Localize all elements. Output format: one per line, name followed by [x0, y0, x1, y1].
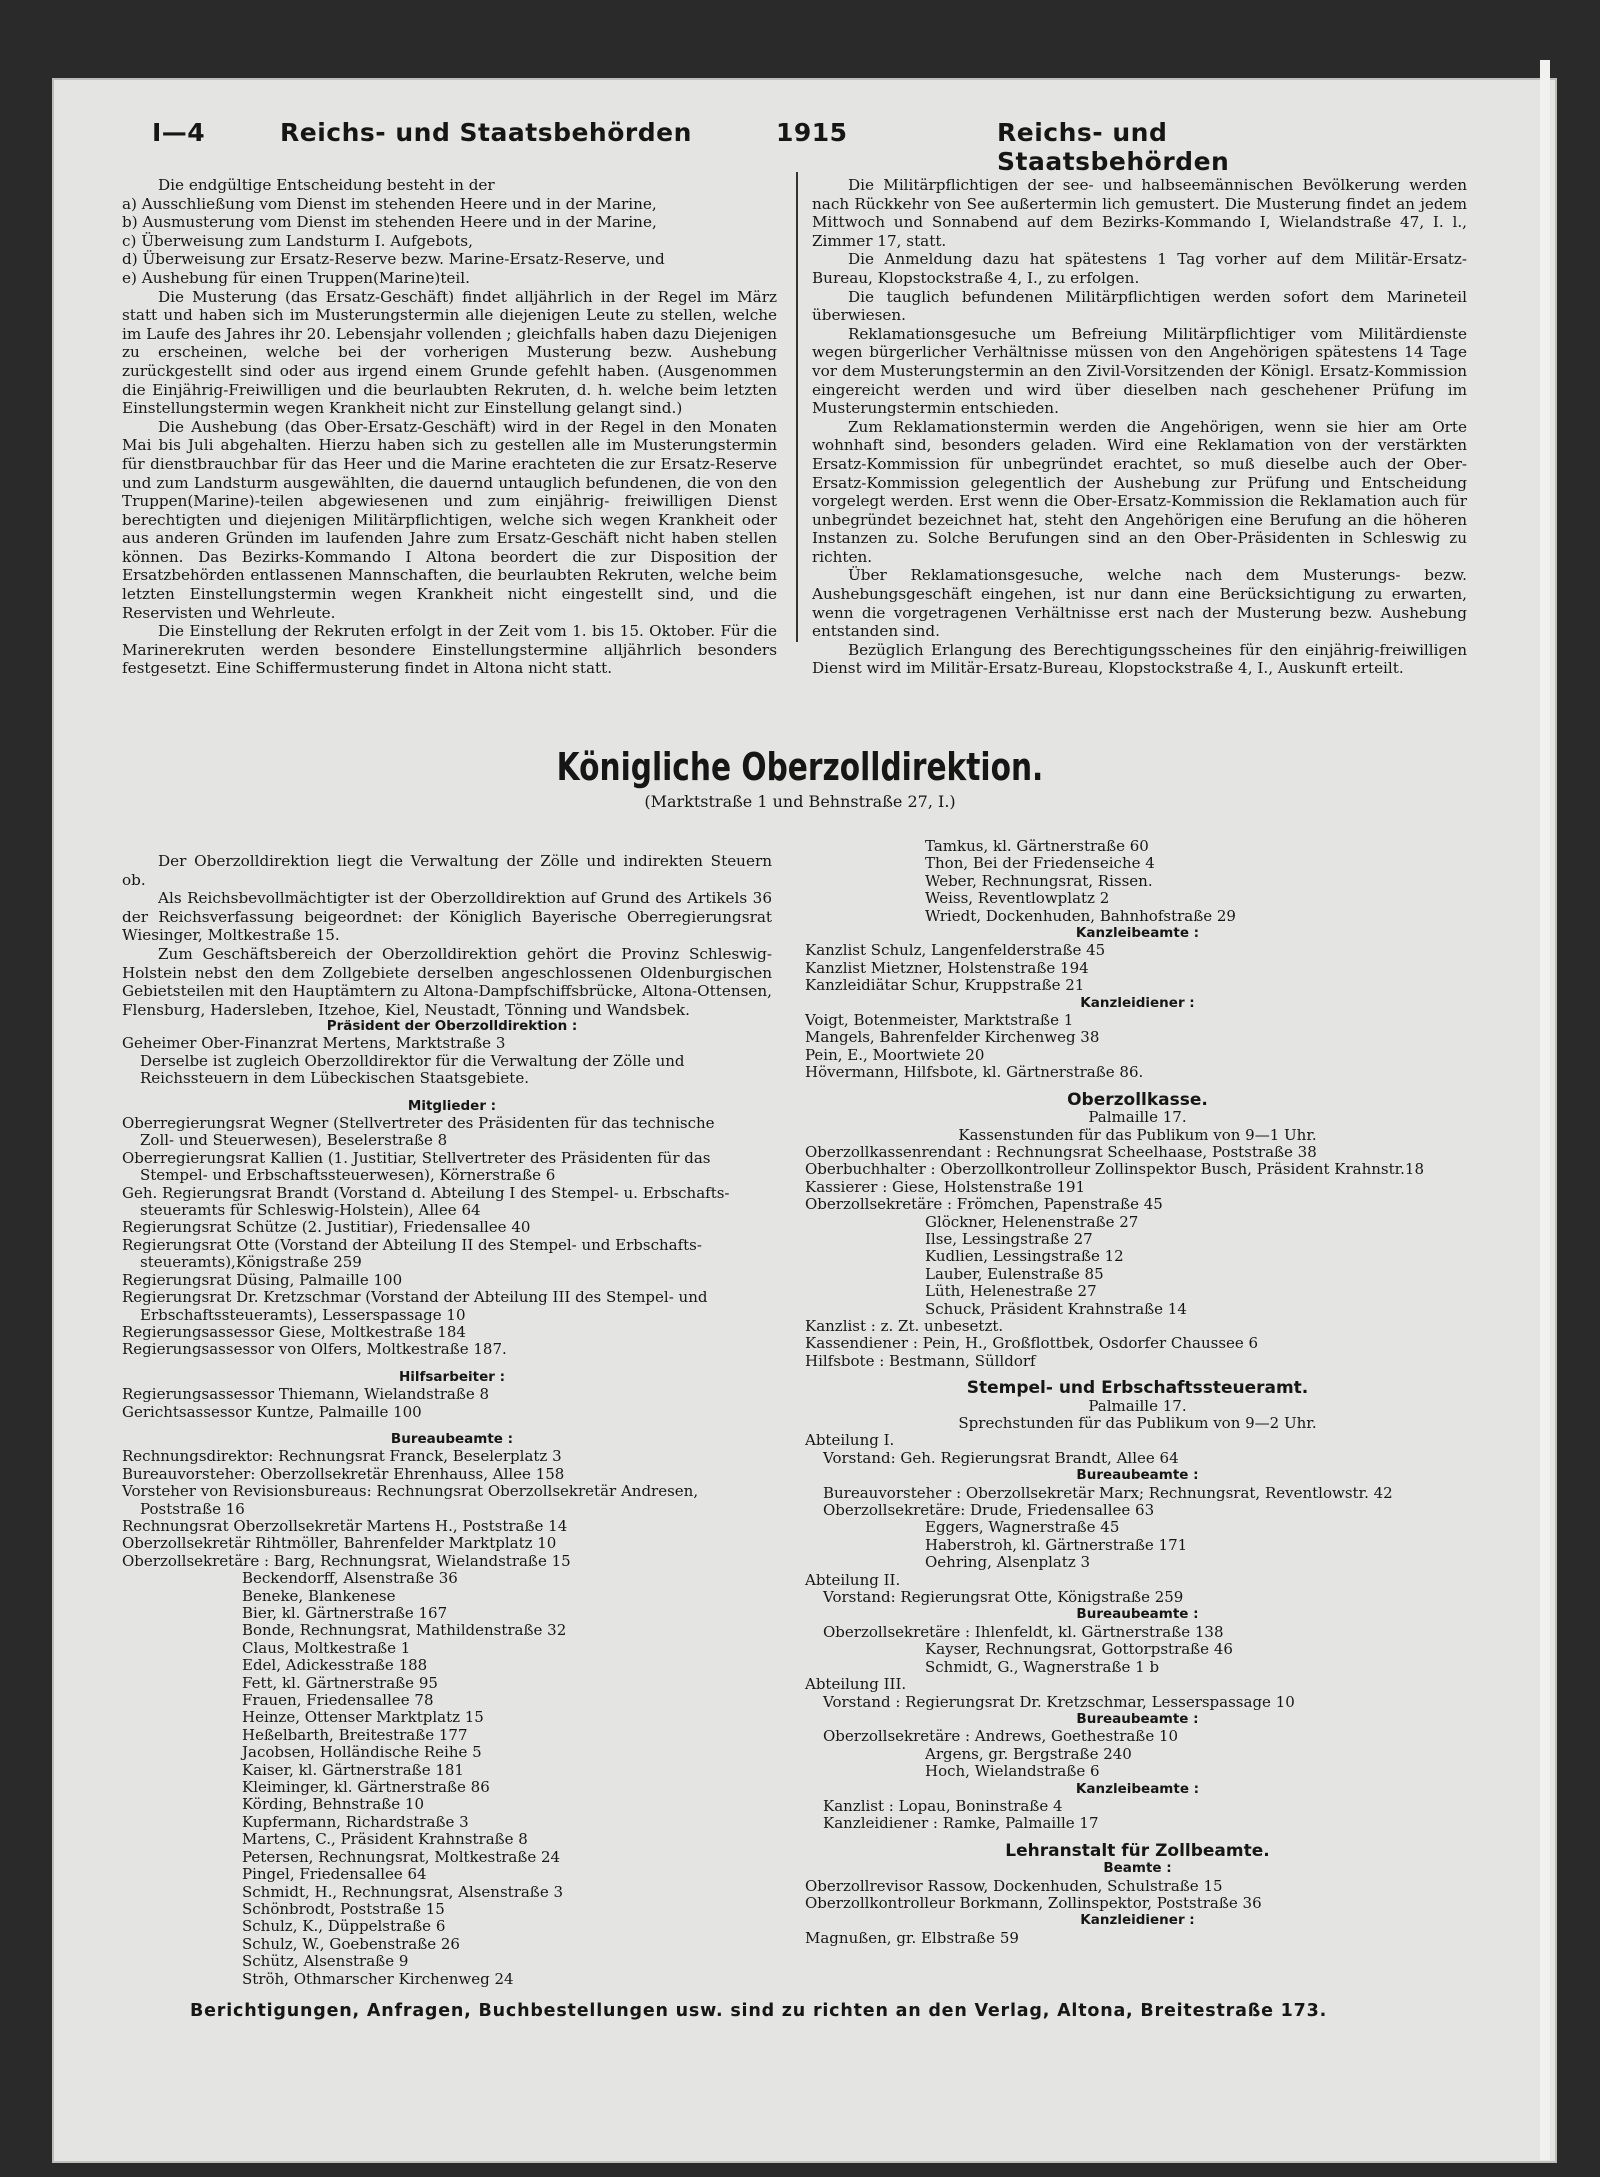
- list-item: Kudlien, Lessingstraße 12: [925, 1247, 1124, 1266]
- list-item: Geh. Regierungsrat Brandt (Vorstand d. Abteilung I des Stempel- u. Erbschafts-: [122, 1183, 730, 1202]
- paragraph: Reklamationsgesuche um Befreiung Militärpflichtiger vom Militärdienste wegen bürgerlicher Verhältnisse müssen von den Angehörigen spätestens 14 Tage vor dem Musterungstermin an den Zivil-Vorsitzenden der Königl. Ersatz-Kommission eingereicht werden und wird über dieselben nach geschehener Prüfung im Musterungstermin entschieden.: [812, 324, 1467, 418]
- list-item: Kanzleidiener : Ramke, Palmaille 17: [823, 1814, 1099, 1833]
- header-left-title: Reichs- und Staatsbehörden: [280, 118, 692, 147]
- list-item: Claus, Moltkestraße 1: [242, 1638, 411, 1657]
- list-item: Bureauvorsteher : Oberzollsekretär Marx; Rechnungsrat, Reventlowstr. 42: [823, 1483, 1393, 1502]
- list-heading: Oberzollkasse.: [1067, 1089, 1208, 1110]
- list-item: Kupfermann, Richardstraße 3: [242, 1812, 469, 1831]
- left-staff-list: [122, 1018, 782, 1988]
- list-item: Poststraße 16: [140, 1499, 245, 1518]
- list-item: Oberzollsekretäre : Frömchen, Papenstraße 45: [805, 1195, 1163, 1214]
- list-item: Edel, Adickesstraße 188: [242, 1656, 428, 1675]
- list-heading: Kanzleidiener :: [1080, 994, 1195, 1011]
- paragraph: c) Überweisung zum Landsturm I. Aufgebots,: [122, 231, 473, 250]
- list-item: Kanzlist Schulz, Langenfelderstraße 45: [805, 941, 1106, 960]
- list-item: Sprechstunden für das Publikum von 9—2 Uhr.: [958, 1414, 1317, 1432]
- paragraph: Zum Geschäftsbereich der Oberzolldirektion gehört die Provinz Schleswig-Holstein nebst den dem Zollgebiete derselben angeschlossenen Oldenburgischen Gebietsteilen mit den Hauptämtern zu Altona-Dampfschiffsbrücke, Altona-Ottensen, Flensburg, Hadersleben, Itzehoe, Kiel, Neustadt, Tönning und Wandsbek.: [122, 944, 772, 1019]
- list-item: Heßelbarth, Breitestraße 177: [242, 1725, 468, 1744]
- list-item: Oberregierungsrat Wegner (Stellvertreter des Präsidenten für das technische: [122, 1114, 715, 1133]
- list-heading: Bureaubeamte :: [1076, 1606, 1199, 1623]
- paragraph: Die Aushebung (das Ober-Ersatz-Geschäft) wird in der Regel in den Monaten Mai bis Juli abgehalten. Hierzu haben sich zu gestellen alle im Musterungstermin für dienstbrauchbar für das Heer und die Marine erachteten die zur Ersatz-Reserve und zum Landsturm ausgewählten, die dauernd untauglich befundenen, die von den Truppen(Marine)-teilen abgewiesenen und zum einjährig- freiwilligen Dienst berechtigten und diejenigen Militärpflichtigen, welche sich wegen Krankheit oder aus anderen Gründen im laufenden Jahre zum Ersatz-Geschäft nicht haben stellen können. Das Bezirks-Kommando I Altona beordert die zur Disposition der Ersatzbehörden entlassenen Mannschaften, die beurlaubten Rekruten, welche beim letzten Einstellungstermin wegen Krankheit nicht eingestellt sind, und die Reservisten und Wehrleute.: [122, 417, 777, 622]
- paragraph: Die Einstellung der Rekruten erfolgt in der Zeit vom 1. bis 15. Oktober. Für die Marinerekruten werden besondere Einstellungstermine alljährlich besonders festgesetzt. Eine Schiffermusterung findet in Altona nicht statt.: [122, 622, 777, 678]
- list-item: Mangels, Bahrenfelder Kirchenweg 38: [805, 1028, 1100, 1047]
- list-item: Frauen, Friedensallee 78: [242, 1691, 434, 1710]
- list-item: Schulz, W., Goebenstraße 26: [242, 1934, 460, 1953]
- list-item: Palmaille 17.: [1088, 1108, 1187, 1127]
- list-heading: Stempel- und Erbschaftssteueramt.: [966, 1378, 1309, 1399]
- section-address: (Marktstraße 1 und Behnstraße 27, I.): [644, 792, 956, 811]
- list-item: Schmidt, G., Wagnerstraße 1 b: [925, 1657, 1160, 1676]
- list-item: Regierungsassessor Giese, Moltkestraße 184: [122, 1322, 466, 1341]
- list-item: Hilfsbote : Bestmann, Sülldorf: [805, 1351, 1036, 1370]
- publisher-footer: Berichtigungen, Anfragen, Buchbestellungen usw. sind zu richten an den Verlag, Altona, Breitestraße 173.: [190, 2001, 1328, 2021]
- list-item: Heinze, Ottenser Marktplatz 15: [242, 1708, 484, 1727]
- list-item: Rechnungsrat Oberzollsekretär Martens H., Poststraße 14: [122, 1516, 568, 1535]
- list-item: Bier, kl. Gärtnerstraße 167: [242, 1604, 448, 1622]
- list-item: Ströh, Othmarscher Kirchenweg 24: [242, 1969, 514, 1988]
- list-item: Kaiser, kl. Gärtnerstraße 181: [242, 1760, 464, 1779]
- list-item: Fett, kl. Gärtnerstraße 95: [242, 1673, 438, 1692]
- list-item: Abteilung II.: [805, 1570, 901, 1589]
- paragraph: Die Militärpflichtigen der see- und halbseemännischen Bevölkerung werden nach Rückkehr von See außertermin lich gemustert. Die Musterung findet an jedem Mittwoch und Sonnabend auf dem Bezirks-Kommando I, Wielandstraße 47, I. l., Zimmer 17, statt.: [812, 176, 1467, 250]
- list-item: Lüth, Helenestraße 27: [925, 1282, 1097, 1301]
- list-item: Geheimer Ober-Finanzrat Mertens, Marktstraße 3: [122, 1034, 506, 1053]
- list-item: Oberzollsekretär Rihtmöller, Bahrenfelder Marktplatz 10: [122, 1534, 557, 1553]
- list-item: Regierungsrat Schütze (2. Justitiar), Friedensallee 40: [122, 1218, 531, 1237]
- paragraph: a) Ausschließung vom Dienst im stehenden Heere und in der Marine,: [122, 194, 657, 213]
- list-item: Regierungsrat Dr. Kretzschmar (Vorstand der Abteilung III des Stempel- und: [122, 1288, 708, 1307]
- list-item: Abteilung III.: [805, 1675, 907, 1694]
- right-staff-list: [805, 838, 1470, 1947]
- section-title: Königliche Oberzolldirektion.: [556, 745, 1044, 789]
- list-item: Oberzollsekretäre : Barg, Rechnungsrat, Wielandstraße 15: [122, 1551, 571, 1570]
- list-item: Gerichtsassessor Kuntze, Palmaille 100: [122, 1402, 422, 1421]
- list-item: Regierungsrat Otte (Vorstand der Abteilung II des Stempel- und Erbschafts-: [122, 1235, 702, 1254]
- list-item: Oberbuchhalter : Oberzollkontrolleur Zollinspektor Busch, Präsident Krahnstr.18: [805, 1160, 1425, 1179]
- intro-text: [122, 852, 772, 1019]
- list-item: Reichssteuern in dem Lübeckischen Staatsgebiete.: [140, 1069, 529, 1088]
- paragraph: Der Oberzolldirektion liegt die Verwaltung der Zölle und indirekten Steuern ob.: [122, 852, 772, 889]
- paragraph: Über Reklamationsgesuche, welche nach dem Musterungs- bezw. Aushebungsgeschäft eingehen, ist nur dann eine Berücksichtigung zu erwarten, wenn die vorgetragenen Verhältnisse erst nach der Musterung bezw. Aushebung entstanden sind.: [812, 566, 1467, 641]
- list-item: [122, 1421, 782, 1431]
- list-heading: Kanzleibeamte :: [1075, 925, 1200, 942]
- list-item: Jacobsen, Holländische Reihe 5: [242, 1743, 482, 1762]
- list-item: Oberzollsekretäre : Andrews, Goethestraße 10: [823, 1727, 1179, 1746]
- page-number: I—4: [152, 118, 206, 147]
- list-heading: Kanzleibeamte :: [1075, 1780, 1200, 1797]
- paragraph: Die tauglich befundenen Militärpflichtigen werden sofort dem Marineteil überwiesen.: [812, 287, 1467, 325]
- list-item: Regierungsassessor von Olfers, Moltkestraße 187.: [122, 1340, 507, 1359]
- list-item: Argens, gr. Bergstraße 240: [925, 1744, 1132, 1763]
- list-item: Thon, Bei der Friedenseiche 4: [925, 854, 1155, 873]
- list-item: Pingel, Friedensallee 64: [242, 1865, 427, 1884]
- list-item: Bonde, Rechnungsrat, Mathildenstraße 32: [242, 1621, 567, 1640]
- list-heading: Bureaubeamte :: [1076, 1467, 1199, 1484]
- paragraph: Als Reichsbevollmächtigter ist der Oberzolldirektion auf Grund des Artikels 36 der Reichsverfassung beigeordnet: der Königlich Bayerische Oberregierungsrat Wiesinger, Moltkestraße 15.: [122, 889, 772, 945]
- list-item: Hoch, Wielandstraße 6: [925, 1762, 1100, 1781]
- list-item: Bureauvorsteher: Oberzollsekretär Ehrenhauss, Allee 158: [122, 1464, 565, 1483]
- list-item: Petersen, Rechnungsrat, Moltkestraße 24: [242, 1847, 561, 1866]
- list-item: Oberzollkontrolleur Borkmann, Zollinspektor, Poststraße 36: [805, 1893, 1262, 1912]
- list-item: Kleiminger, kl. Gärtnerstraße 86: [242, 1778, 490, 1797]
- list-item: Oberzollsekretäre : Ihlenfeldt, kl. Gärtnerstraße 138: [823, 1622, 1224, 1641]
- list-item: Kassierer : Giese, Holstenstraße 191: [805, 1177, 1086, 1196]
- list-heading: Lehranstalt für Zollbeamte.: [1005, 1840, 1270, 1861]
- running-header: [100, 118, 1320, 176]
- header-year: 1915: [776, 118, 848, 147]
- list-item: Derselbe ist zugleich Oberzolldirektor für die Verwaltung der Zölle und: [140, 1051, 685, 1070]
- list-item: Martens, C., Präsident Krahnstraße 8: [242, 1830, 528, 1849]
- list-item: Zoll- und Steuerwesen), Beselerstraße 8: [140, 1131, 448, 1150]
- list-item: Vorstand : Regierungsrat Dr. Kretzschmar, Lesserspassage 10: [823, 1692, 1295, 1711]
- list-item: Pein, E., Moortwiete 20: [805, 1045, 985, 1064]
- list-item: Voigt, Botenmeister, Marktstraße 1: [805, 1011, 1074, 1030]
- right-text-column: [812, 176, 1467, 678]
- list-item: Kassenstunden für das Publikum von 9—1 Uhr.: [958, 1125, 1317, 1144]
- list-item: Schulz, K., Düppelstraße 6: [242, 1917, 446, 1936]
- list-item: Schmidt, H., Rechnungsrat, Alsenstraße 3: [242, 1882, 564, 1901]
- list-item: Vorstand: Regierungsrat Otte, Königstraße 259: [823, 1588, 1184, 1607]
- column-divider: [796, 172, 798, 642]
- list-item: Schönbrodt, Poststraße 15: [242, 1899, 445, 1918]
- list-item: Kanzleidiätar Schur, Kruppstraße 21: [805, 976, 1085, 995]
- list-item: Schütz, Alsenstraße 9: [242, 1952, 409, 1971]
- list-item: Hövermann, Hilfsbote, kl. Gärtnerstraße 86.: [805, 1063, 1144, 1082]
- list-item: Kanzlist Mietzner, Holstenstraße 194: [805, 958, 1089, 977]
- list-item: Glöckner, Helenenstraße 27: [925, 1212, 1139, 1231]
- list-item: Kassendiener : Pein, H., Großflottbek, Osdorfer Chaussee 6: [805, 1334, 1259, 1353]
- paragraph: Bezüglich Erlangung des Berechtigungsscheines für den einjährig-freiwilligen Dienst wird im Militär-Ersatz-Bureau, Klopstockstraße 4, I., Auskunft erteilt.: [812, 640, 1467, 678]
- list-heading: Präsident der Oberzolldirektion :: [326, 1018, 578, 1034]
- list-item: Eggers, Wagnerstraße 45: [925, 1518, 1120, 1537]
- list-item: [122, 1088, 782, 1098]
- paragraph: b) Ausmusterung vom Dienst im stehenden Heere und in der Marine,: [122, 213, 657, 232]
- list-item: Schuck, Präsident Krahnstraße 14: [925, 1299, 1187, 1318]
- list-item: Kanzlist : Lopau, Boninstraße 4: [823, 1796, 1063, 1815]
- list-item: Magnußen, gr. Elbstraße 59: [805, 1928, 1019, 1947]
- paragraph: e) Aushebung für einen Truppen(Marine)teil.: [122, 268, 470, 287]
- list-heading: Kanzleidiener :: [1080, 1912, 1195, 1929]
- list-item: Erbschaftssteueramts), Lesserspassage 10: [140, 1305, 466, 1324]
- list-item: [122, 1359, 782, 1369]
- list-heading: Mitglieder :: [407, 1097, 497, 1114]
- list-item: Oehring, Alsenplatz 3: [925, 1553, 1091, 1572]
- list-item: Weiss, Reventlowplatz 2: [925, 889, 1110, 908]
- list-item: Wriedt, Dockenhuden, Bahnhofstraße 29: [925, 906, 1236, 925]
- list-item: Beneke, Blankenese: [242, 1586, 396, 1605]
- list-heading: Beamte :: [1103, 1860, 1172, 1877]
- list-item: Stempel- und Erbschaftssteuerwesen), Körnerstraße 6: [140, 1166, 556, 1185]
- left-text-column: [122, 176, 777, 678]
- list-item: Beckendorff, Alsenstraße 36: [242, 1569, 458, 1588]
- list-item: Weber, Rechnungsrat, Rissen.: [925, 871, 1153, 890]
- list-item: Oberzollsekretäre: Drude, Friedensallee 63: [823, 1501, 1155, 1520]
- list-heading: Bureaubeamte :: [390, 1430, 514, 1447]
- list-item: Regierungsrat Düsing, Palmaille 100: [122, 1270, 403, 1289]
- paragraph: d) Überweisung zur Ersatz-Reserve bezw. Marine-Ersatz-Reserve, und: [122, 250, 665, 269]
- list-item: Lauber, Eulenstraße 85: [925, 1264, 1104, 1283]
- list-heading: Bureaubeamte :: [1076, 1710, 1199, 1727]
- list-item: Vorstand: Geh. Regierungsrat Brandt, Allee 64: [823, 1448, 1179, 1467]
- list-item: Kayser, Rechnungsrat, Gottorpstraße 46: [925, 1640, 1233, 1659]
- list-item: Regierungsassessor Thiemann, Wielandstraße 8: [122, 1385, 490, 1404]
- paragraph: Die Musterung (das Ersatz-Geschäft) findet alljährlich in der Regel im März statt und haben sich im Musterungstermin alle diejenigen Leute zu stellen, welche im Laufe des Jahres ihr 20. Lebensjahr vollenden ; gleichfalls haben dazu Diejenigen zu erscheinen, welche bei der vorherigen Musterung bezw. Aushebung zurückgestellt sind oder aus irgend einem Grunde gefehlt haben. (Ausgenommen die Einjährig-Freiwilligen und die beurlaubten Rekruten, d. h. welche beim letzten Einstellungstermin wegen Krankheit nicht zur Einstellung gelangt sind.): [122, 287, 777, 418]
- list-item: Abteilung I.: [805, 1431, 895, 1450]
- list-item: Palmaille 17.: [1088, 1396, 1187, 1415]
- list-heading: Hilfsarbeiter :: [398, 1368, 506, 1385]
- list-item: Oberzollrevisor Rassow, Dockenhuden, Schulstraße 15: [805, 1876, 1223, 1895]
- paragraph: Zum Reklamationstermin werden die Angehörigen, wenn sie hier am Orte wohnhaft sind, besonders geladen. Wird eine Reklamation von der verstärkten Ersatz-Kommission für unbegründet erachtet, so muß dieselbe auch der Ober-Ersatz-Kommission gelegentlich der Aushebung zur Prüfung und Entscheidung vorgelegt werden. Erst wenn die Ober-Ersatz-Kommission die Reklamation auch für unbegründet bezeichnet hat, steht den Angehörigen eine Berufung an die höheren Instanzen zu. Solche Berufungen sind an den Ober-Präsidenten in Schleswig zu richten.: [812, 417, 1467, 566]
- list-item: Ilse, Lessingstraße 27: [925, 1229, 1093, 1248]
- paragraph: Die endgültige Entscheidung besteht in der: [158, 176, 495, 194]
- list-item: Oberregierungsrat Kallien (1. Justitiar, Stellvertreter des Präsidenten für das: [122, 1148, 711, 1167]
- list-item: Haberstroh, kl. Gärtnerstraße 171: [925, 1535, 1188, 1554]
- page-edge: [1540, 60, 1550, 2160]
- list-item: steueramts),Königstraße 259: [140, 1253, 362, 1272]
- list-item: Rechnungsdirektor: Rechnungsrat Franck, Beselerplatz 3: [122, 1447, 562, 1466]
- list-item: Vorsteher von Revisionsbureaus: Rechnungsrat Oberzollsekretär Andresen,: [122, 1482, 699, 1501]
- list-item: steueramts für Schleswig-Holstein), Allee 64: [140, 1201, 481, 1220]
- list-item: Oberzollkassenrendant : Rechnungsrat Scheelhaase, Poststraße 38: [805, 1142, 1317, 1161]
- header-right-title: Reichs- und Staatsbehörden: [997, 118, 1230, 176]
- list-item: Körding, Behnstraße 10: [242, 1795, 425, 1814]
- list-item: Tamkus, kl. Gärtnerstraße 60: [925, 837, 1149, 855]
- list-item: Kanzlist : z. Zt. unbesetzt.: [805, 1316, 1004, 1335]
- paragraph: Die Anmeldung dazu hat spätestens 1 Tag vorher auf dem Militär-Ersatz-Bureau, Klopstockstraße 4, I., zu erfolgen.: [812, 250, 1467, 287]
